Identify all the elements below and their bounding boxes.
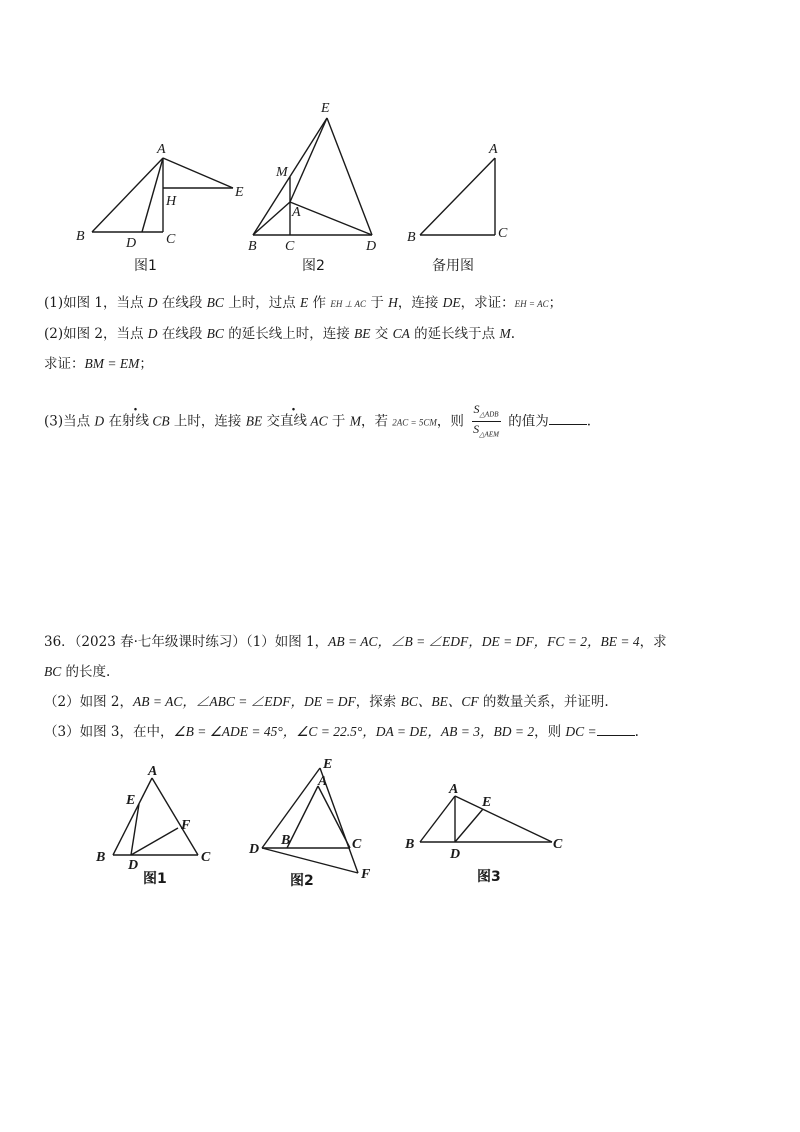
label-D: D — [126, 236, 137, 251]
label-C: C — [352, 837, 362, 852]
label-E: E — [126, 793, 136, 808]
segment-AB — [420, 158, 495, 235]
label-C: C — [166, 232, 176, 247]
figure-2-caption: 图2 — [302, 258, 325, 274]
label-B: B — [407, 230, 416, 245]
label-A: A — [148, 764, 158, 779]
figure-3-caption: 备用图 — [432, 258, 474, 274]
label-A: A — [157, 142, 166, 157]
segment-AD — [290, 202, 372, 235]
segment-DE — [455, 809, 483, 842]
figure-3-top — [400, 135, 530, 255]
emphasis-ray: 射线 — [121, 413, 149, 430]
q36-part1: 36．（2023 春·七年级课时练习）（1）如图 1，AB = AC，∠B = ∠EDF，DE = DF，FC = 2，BE = 4，求 — [44, 634, 667, 650]
label-E: E — [321, 101, 330, 116]
label-B: B — [281, 833, 291, 848]
label-E: E — [323, 757, 333, 772]
label-F: F — [361, 867, 371, 882]
emphasis-line: 直线 — [280, 413, 307, 430]
label-B: B — [405, 837, 415, 852]
label-H: H — [166, 194, 177, 209]
segment-AB — [287, 786, 318, 848]
label-D: D — [366, 239, 377, 254]
area-ratio: $\frac{S_{\triangle ADB}}{S_{\triangle AEM}}$ — [473, 402, 499, 439]
figure-1-bottom-caption: 图1 — [143, 871, 167, 887]
answer-blank[interactable] — [597, 723, 635, 736]
label-A: A — [292, 205, 301, 220]
figure-1-caption: 图1 — [134, 258, 157, 274]
figure-3-bottom-caption: 图3 — [477, 869, 501, 885]
q35-part3: (3)当点 D 在射线 CB 上时，连接 BE 交直线 AC 于 M，若 2AC = 5CM，则 $\frac{S_{\triangle ADB}}{S_{\triangle AEM}}$ 的值为 . — [44, 402, 591, 442]
label-C: C — [498, 226, 508, 241]
label-B: B — [76, 229, 85, 244]
label-D: D — [450, 847, 461, 862]
label-A: A — [449, 782, 459, 797]
q35-part1: (1)如图 1，当点 D 在线段 BC 上时，过点 E 作 EH ⊥ AC 于 H，连接 DE，求证：EH = AC； — [44, 295, 563, 311]
figure-2-bottom-caption: 图2 — [290, 873, 314, 889]
answer-blank[interactable] — [549, 412, 587, 425]
label-D: D — [128, 858, 139, 873]
label-E: E — [235, 185, 244, 200]
q36-part1-cont: BC 的长度. — [44, 664, 111, 680]
label-A: A — [318, 774, 328, 789]
label-E: E — [482, 795, 492, 810]
segment-DF — [131, 828, 178, 855]
segment-AE — [290, 118, 327, 202]
figure-3-bottom — [400, 775, 575, 862]
q35-part2: (2)如图 2，当点 D 在线段 BC 的延长线上时，连接 BE 交 CA 的延长线于点 M. — [44, 326, 515, 342]
label-C: C — [553, 837, 563, 852]
segment-AB — [420, 796, 455, 842]
figure-2-top — [240, 95, 390, 265]
figure-1-top — [70, 135, 260, 265]
segment-AC — [152, 778, 198, 855]
figure-2-bottom — [245, 750, 380, 885]
label-F: F — [181, 818, 191, 833]
segment-DE — [262, 768, 320, 848]
segment-AE — [163, 158, 233, 188]
label-A: A — [489, 142, 498, 157]
q35-part2-proof: 求证：BM = EM； — [44, 356, 153, 372]
label-B: B — [96, 850, 106, 865]
q36-part2: （2）如图 2，AB = AC，∠ABC = ∠EDF，DE = DF，探索 BC、BE、CF 的数量关系，并证明. — [44, 694, 609, 710]
label-B: B — [248, 239, 257, 254]
label-M: M — [276, 165, 288, 180]
q36-part3: （3）如图 3，在中，∠B = ∠ADE = 45°，∠C = 22.5°，DA = DE，AB = 3，BD = 2，则 DC = . — [44, 724, 639, 740]
figure-1-bottom — [90, 760, 220, 873]
segment-AC — [455, 796, 552, 842]
label-C: C — [285, 239, 295, 254]
label-C: C — [201, 850, 211, 865]
segment-DE — [327, 118, 372, 235]
label-D: D — [249, 842, 260, 857]
segment-AC — [318, 786, 350, 848]
